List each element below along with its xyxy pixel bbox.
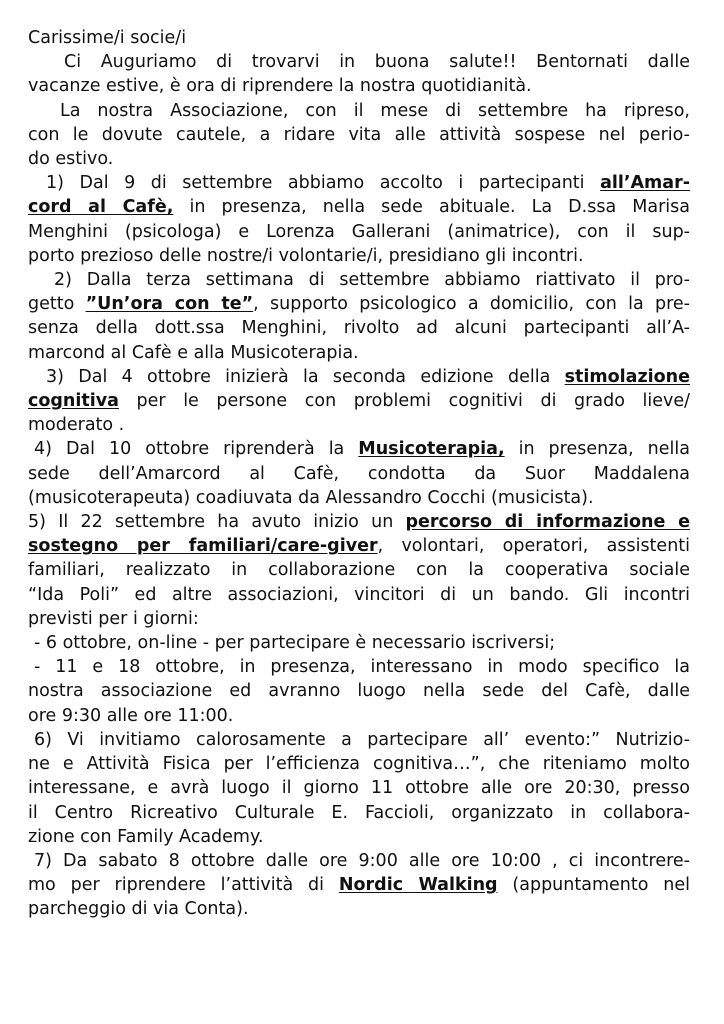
- text-line: [28, 462, 690, 486]
- text-run: ore 9:30 alle ore 11:00.: [28, 705, 234, 726]
- text-line: [28, 679, 690, 703]
- text-run: 6) Vi invitiamo calorosamente a partecipare all’ evento:” Nutrizio-: [34, 729, 690, 750]
- text-run: marcond al Cafè e alla Musicoterapia.: [28, 342, 359, 363]
- text-line: [28, 607, 690, 631]
- underlined-phrase: Musicoterapia,: [358, 439, 505, 460]
- text-run: (musicoterapeuta) coadiuvata da Alessandro Cocchi (musicista).: [28, 487, 594, 508]
- text-line: [28, 99, 690, 123]
- text-line: [28, 510, 690, 534]
- text-line: [28, 558, 690, 582]
- text-run: (appuntamento nel: [497, 875, 690, 896]
- underlined-phrase: ”Un’ora con te”: [85, 294, 254, 315]
- text-run: 4) Dal 10 ottobre riprenderà la: [34, 439, 359, 460]
- text-line: [28, 171, 690, 195]
- text-run: - 11 e 18 ottobre, in presenza, interessano in modo specifico la: [34, 657, 690, 678]
- text-run: “Ida Poli” ed altre associazioni, vincitori di un bando. Gli incontri: [28, 584, 690, 605]
- text-line: [28, 123, 690, 147]
- text-line: [28, 801, 690, 825]
- text-line: [28, 728, 690, 752]
- text-run: in presenza, nella sede abituale. La D.ssa Marisa: [173, 197, 690, 218]
- text-run: il Centro Ricreativo Culturale E. Faccioli, organizzato in collabora-: [28, 802, 690, 823]
- text-line: [28, 825, 690, 849]
- underlined-phrase: cord al Cafè,: [28, 197, 174, 218]
- text-line: [28, 244, 690, 268]
- text-line: [28, 365, 690, 389]
- text-run: sede dell’Amarcord al Cafè, condotta da Suor Maddalena: [28, 463, 690, 484]
- text-line: [28, 752, 690, 776]
- text-line: [28, 74, 690, 98]
- text-line: [28, 776, 690, 800]
- text-line: [28, 413, 690, 437]
- text-run: zione con Family Academy.: [28, 826, 264, 847]
- text-line: [28, 316, 690, 340]
- text-line: [28, 631, 690, 655]
- text-run: 7) Da sabato 8 ottobre dalle ore 9:00 alle ore 10:00 , ci incontrere-: [34, 850, 690, 871]
- text-run: - 6 ottobre, on-line - per partecipare è necessario iscriversi;: [34, 633, 556, 654]
- text-run: previsti per i giorni:: [28, 608, 199, 629]
- text-run: 1) Dal 9 di settembre abbiamo accolto i partecipanti: [46, 173, 601, 194]
- text-line: [28, 437, 690, 461]
- text-line: [28, 849, 690, 873]
- text-run: moderato .: [28, 415, 125, 436]
- text-run: 2) Dalla terza settimana di settembre abbiamo riattivato il pro-: [54, 270, 690, 291]
- text-run: con le dovute cautele, a ridare vita alle attività sospese nel perio-: [28, 124, 690, 145]
- text-line: [28, 389, 690, 413]
- text-line: [28, 220, 690, 244]
- text-run: 5) Il 22 settembre ha avuto inizio un: [28, 512, 406, 533]
- text-run: parcheggio di via Conta).: [28, 899, 249, 920]
- text-line: [28, 50, 690, 74]
- text-run: 3) Dal 4 ottobre inizierà la seconda edizione della: [46, 366, 565, 387]
- text-run: per le persone con problemi cognitivi di grado lieve/: [118, 391, 690, 412]
- text-run: , supporto psicologico a domicilio, con la pre-: [253, 294, 690, 315]
- letter-body: [28, 50, 690, 921]
- text-run: , volontari, operatori, assistenti: [377, 536, 691, 557]
- text-line: [28, 341, 690, 365]
- text-run: senza della dott.ssa Menghini, rivolto ad alcuni partecipanti all’A-: [28, 318, 690, 339]
- text-run: mo per riprendere l’attività di: [28, 875, 339, 896]
- text-run: do estivo.: [28, 149, 114, 170]
- underlined-phrase: sostegno per familiari/care-giver: [28, 536, 378, 557]
- text-line: [28, 534, 690, 558]
- text-run: interessane, e avrà luogo il giorno 11 ottobre alle ore 20:30, presso: [28, 778, 690, 799]
- text-run: Menghini (psicologa) e Lorenza Gallerani (animatrice), con il sup-: [28, 221, 690, 242]
- underlined-phrase: percorso di informazione e: [405, 512, 691, 533]
- text-line: [28, 873, 690, 897]
- text-line: [28, 292, 690, 316]
- text-line: [28, 583, 690, 607]
- underlined-phrase: Nordic Walking: [338, 875, 498, 896]
- text-run: La nostra Associazione, con il mese di settembre ha ripreso,: [60, 100, 690, 121]
- text-line: [28, 486, 690, 510]
- underlined-phrase: all’Amar-: [600, 173, 690, 194]
- salutation: Carissime/i socie/i: [28, 28, 187, 48]
- underlined-phrase: stimolazione: [564, 366, 690, 387]
- text-line: [28, 147, 690, 171]
- text-run: porto prezioso delle nostre/i volontarie/i, presidiano gli incontri.: [28, 245, 584, 266]
- text-run: familiari, realizzato in collaborazione con la cooperativa sociale: [28, 560, 690, 581]
- text-run: vacanze estive, è ora di riprendere la nostra quotidianità.: [28, 76, 532, 97]
- text-run: getto: [28, 294, 86, 315]
- text-run: ne e Attività Fisica per l’efficienza cognitiva…”, che riteniamo molto: [28, 754, 690, 775]
- text-run: Ci Auguriamo di trovarvi in buona salute!! Bentornati dalle: [64, 52, 690, 73]
- text-line: [28, 195, 690, 219]
- text-line: [28, 655, 690, 679]
- text-line: [28, 704, 690, 728]
- text-line: [28, 268, 690, 292]
- underlined-phrase: cognitiva: [28, 391, 119, 412]
- text-line: [28, 897, 690, 921]
- text-run: nostra associazione ed avranno luogo nella sede del Cafè, dalle: [28, 681, 690, 702]
- text-run: in presenza, nella: [504, 439, 690, 460]
